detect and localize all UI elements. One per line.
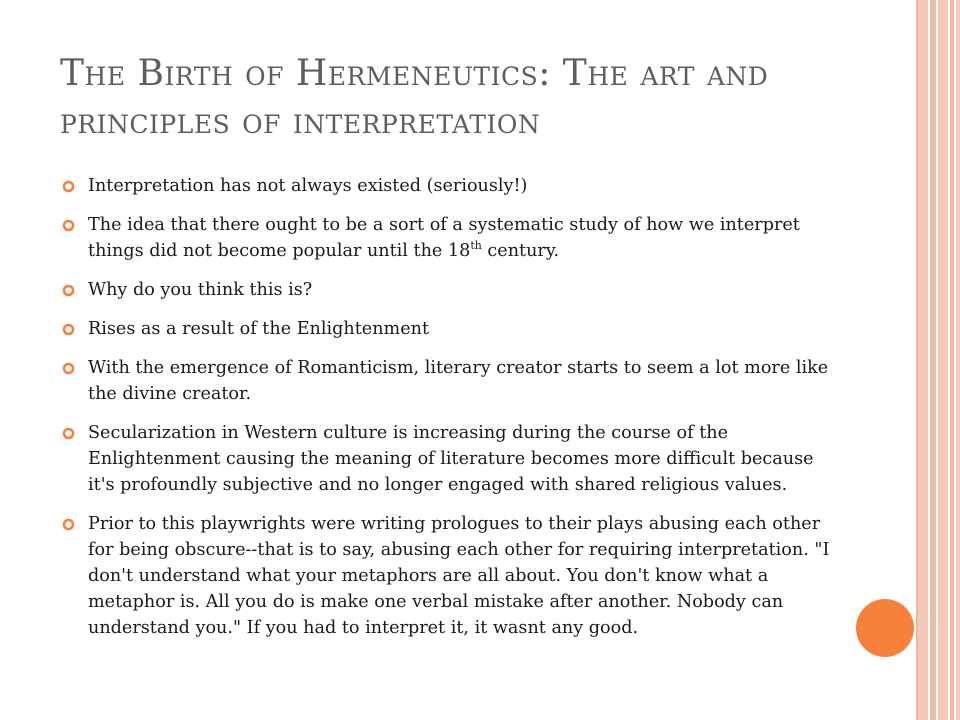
- slide-title: The Birth of Hermeneutics: The art and principles of interpretation: [60, 53, 769, 142]
- bullet-text: Secularization in Western culture is increasing during the course of the Enlightenment causing the meaning of literature becomes more difficult because it's profoundly subjective and no longer engaged with shared religious values.: [88, 423, 814, 495]
- bullet-item: [62, 316, 832, 342]
- orange-ring-bullet-icon: [62, 284, 75, 297]
- stripe: [956, 0, 960, 720]
- orange-circle-decoration: [856, 599, 914, 657]
- orange-ring-bullet-icon: [62, 219, 75, 232]
- bullet-text: Prior to this playwrights were writing prologues to their plays abusing each other for being obscure--that is to say, abusing each other for requiring interpretation. "I don't understand what your metaphors are all about. You don't know what a metaphor is. All you do is make one verbal mistake after another. Nobody can understand you." If you had to interpret it, it wasnt any good.: [88, 514, 830, 638]
- bullet-text: With the emergence of Romanticism, literary creator starts to seem a lot more like the divine creator.: [88, 358, 829, 404]
- bullet-item: [62, 355, 832, 407]
- orange-ring-bullet-icon: [62, 180, 75, 193]
- stripe: [938, 0, 948, 720]
- bullet-superscript: th: [470, 239, 482, 253]
- decorative-stripes: [918, 0, 960, 720]
- bullet-text: Why do you think this is?: [88, 280, 313, 300]
- orange-ring-bullet-icon: [62, 362, 75, 375]
- bullet-text: The idea that there ought to be a sort of a systematic study of how we interpret things did not become popular until the 18: [88, 215, 800, 261]
- bullet-item: [62, 212, 832, 264]
- stripe: [918, 0, 928, 720]
- bullet-item: [62, 511, 832, 641]
- orange-ring-bullet-icon: [62, 427, 75, 440]
- stripe: [950, 0, 954, 720]
- orange-ring-bullet-icon: [62, 518, 75, 531]
- bullet-item: [62, 420, 832, 498]
- stripe: [930, 0, 936, 720]
- bullet-item: [62, 173, 832, 199]
- bullet-text-after: century.: [481, 241, 560, 261]
- bullet-text: Interpretation has not always existed (seriously!): [88, 176, 528, 196]
- bullet-list: [62, 173, 832, 641]
- bullet-item: [62, 277, 832, 303]
- bullet-text: Rises as a result of the Enlightenment: [88, 319, 430, 339]
- orange-ring-bullet-icon: [62, 323, 75, 336]
